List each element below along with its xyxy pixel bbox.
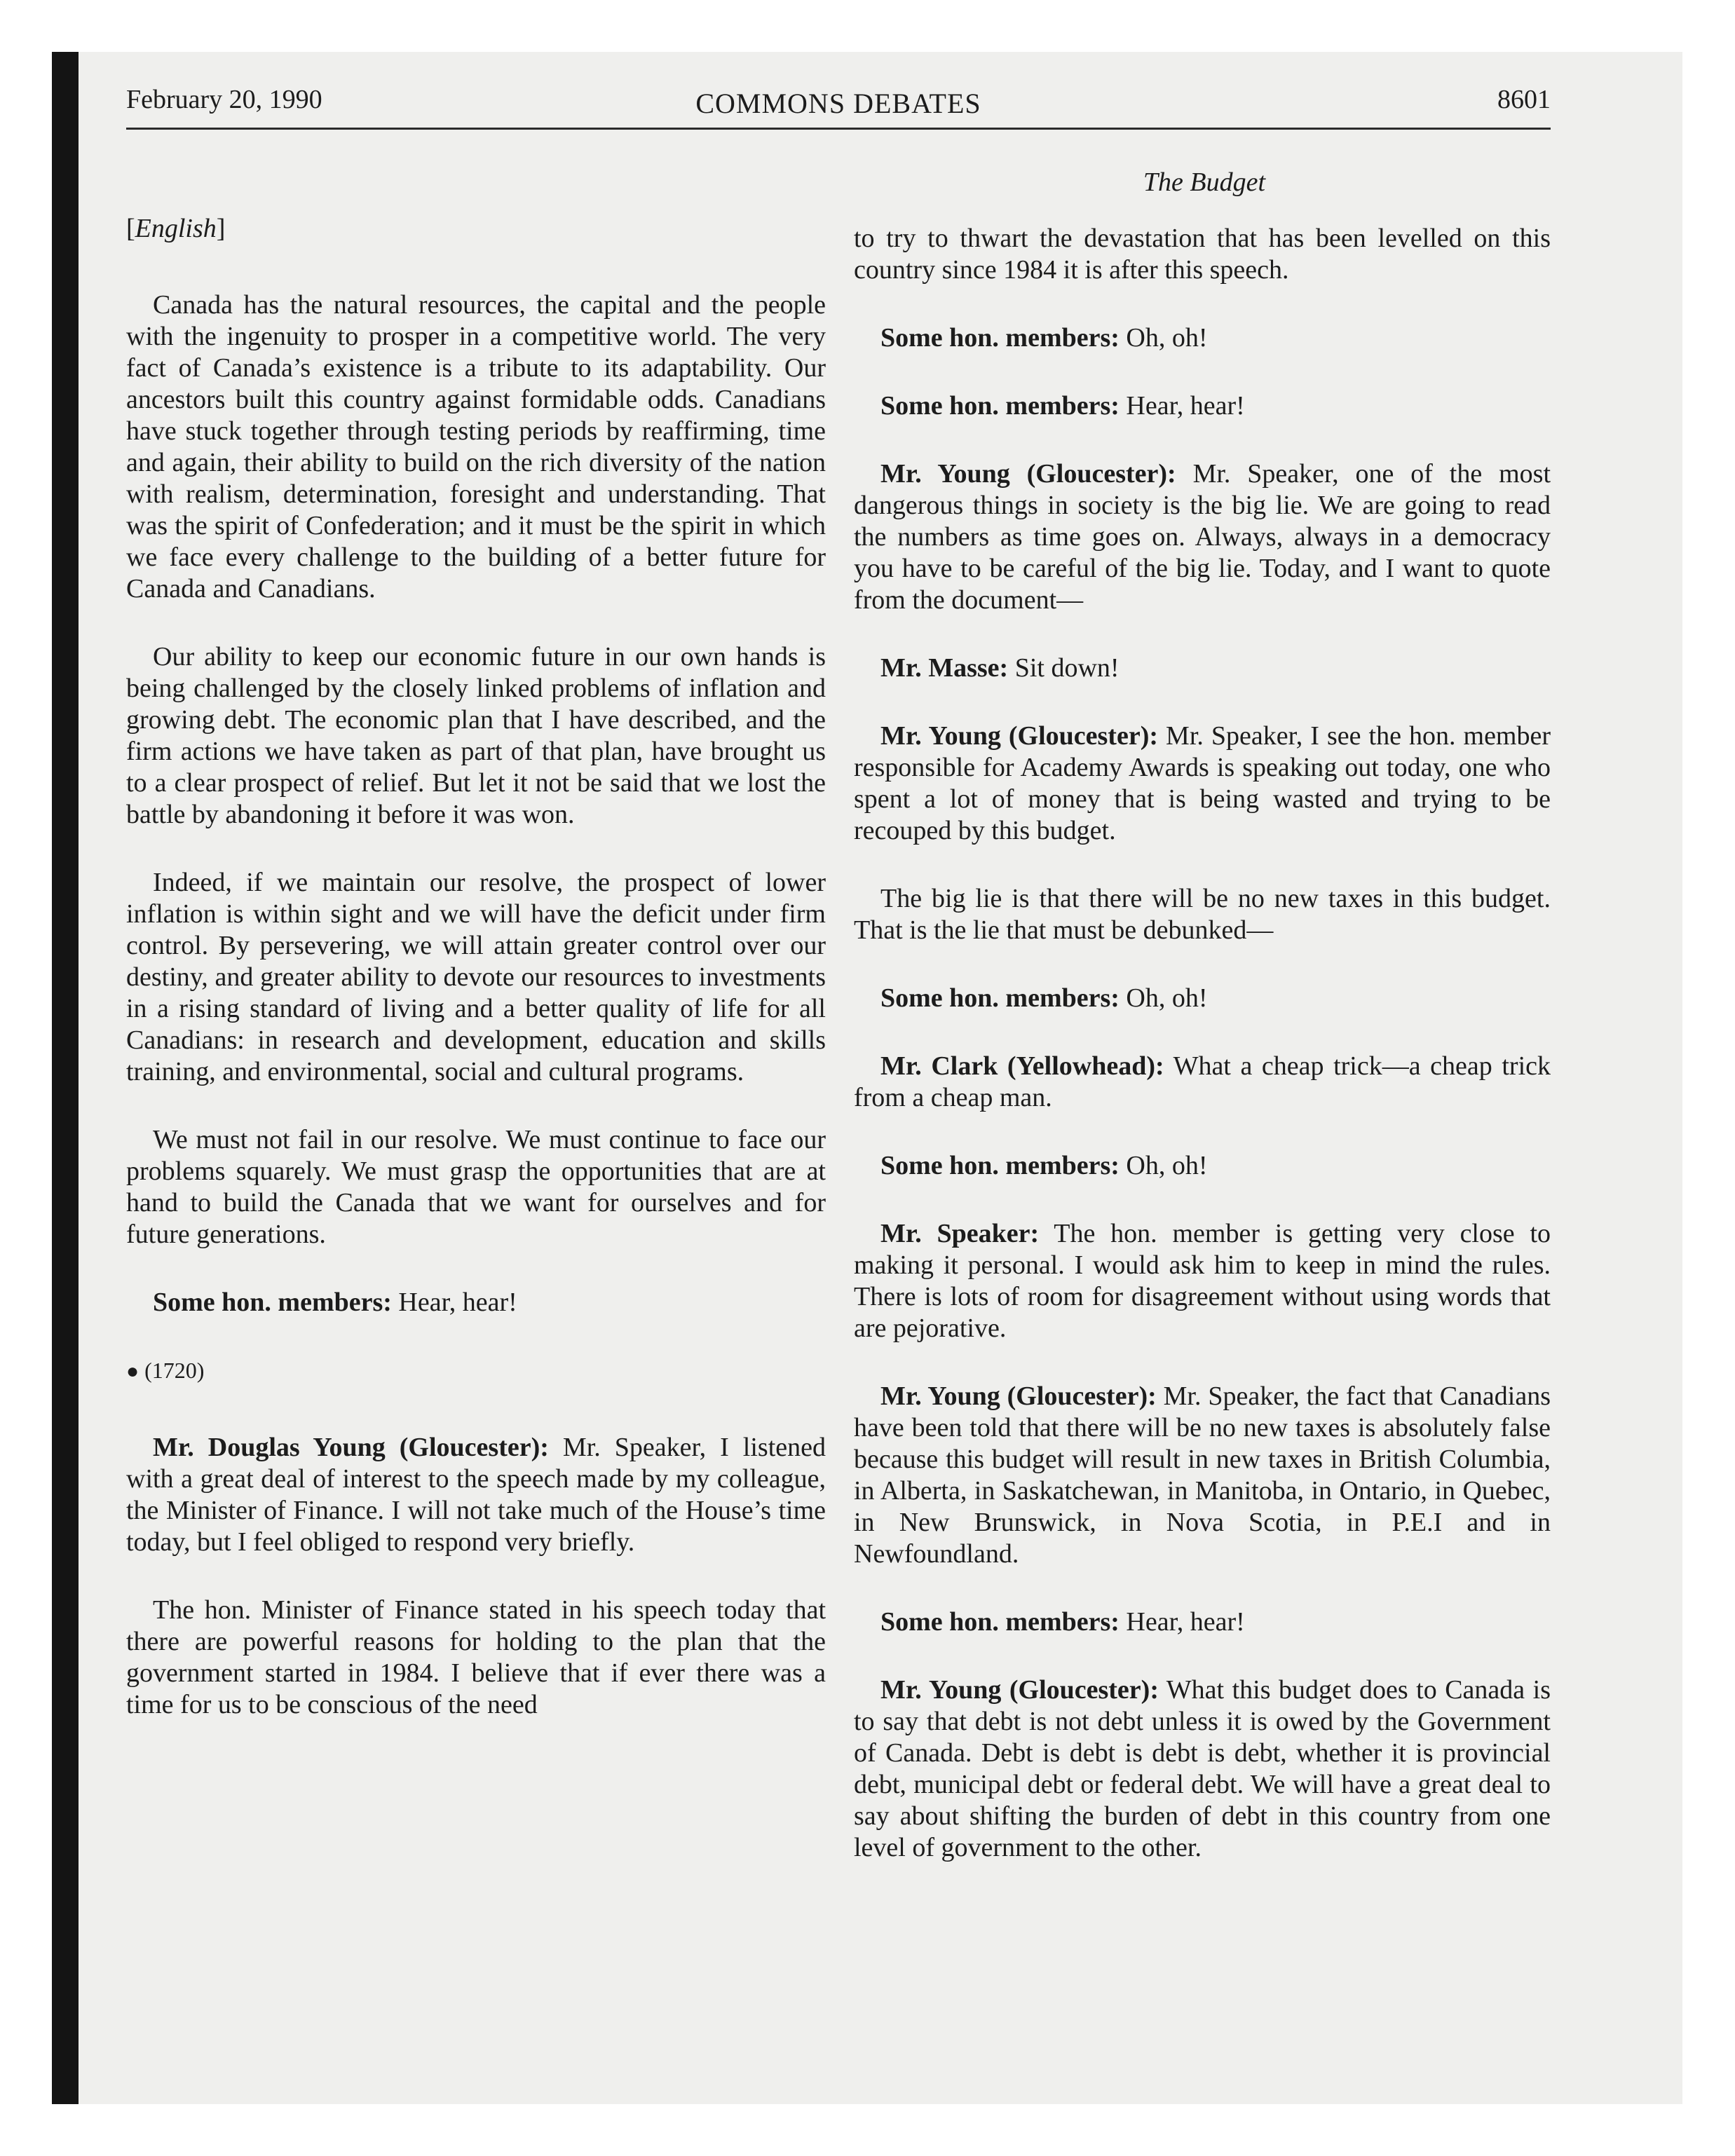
speech-text: Oh, oh! — [1119, 983, 1208, 1013]
speaker-name: Mr. Masse: — [880, 653, 1009, 683]
header-page-number: 8601 — [1497, 85, 1551, 114]
speaker-name: Some hon. members: — [880, 323, 1120, 353]
speech-text: Mr. Speaker, I listened with a great deal of interest to the speech made by my colleague, the Minister of Finance. I will not take much of the House’s time today, but I feel obliged to respond very briefly. — [126, 1433, 826, 1557]
speaker-name: Mr. Young (Gloucester): — [880, 1381, 1157, 1411]
interjection — [126, 1287, 826, 1318]
paragraph: Canada has the natural resources, the capital and the people with the ingenuity to prosper in a competitive world. The very fact of Canada’s existence is a tribute to its adaptability. Our ancestors built this country against formidable odds. Canadians have stuck together through testing periods by reaffirming, time and again, their ability to build on the rich diversity of the nation with realism, determination, foresight and understanding. That was the spirit of Confederation; and it must be the spirit in which we face every challenge to the building of a better future for Canada and Canadians. — [126, 290, 826, 603]
speaker-name: Some hon. members: — [153, 1288, 392, 1317]
right-column — [854, 223, 1551, 1900]
speaker-name: Mr. Speaker: — [880, 1219, 1040, 1248]
paragraph: We must not fail in our resolve. We must continue to face our problems squarely. We must grasp the opportunities that are at hand to build the Canada that we want for ourselves and for future generations. — [126, 1125, 826, 1249]
language-marker-text: English — [135, 214, 217, 243]
speaker-name: Mr. Douglas Young (Gloucester): — [153, 1433, 549, 1462]
running-header — [126, 84, 1551, 133]
interjection — [854, 983, 1551, 1014]
speech — [854, 1051, 1551, 1114]
speaker-name: Some hon. members: — [880, 1607, 1120, 1637]
speaker-name: Mr. Clark (Yellowhead): — [880, 1051, 1164, 1081]
speech — [126, 1432, 826, 1558]
paragraph: Our ability to keep our economic future in our own hands is being challenged by the closely linked problems of inflation and growing debt. The economic plan that I have described, and the firm actions we have taken as part of that plan, have brought us to a clear prospect of relief. But let it not be said that we lost the battle by abandoning it before it was won. — [126, 642, 826, 829]
speech-text: What this budget does to Canada is to say that debt is not debt unless it is owed by the Government of Canada. Debt is debt is debt is debt, whether it is provincial debt, municipal debt or federal debt. We will have a great deal to say about shifting the burden of debt in this country from one level of government to the other. — [854, 1675, 1551, 1862]
speech — [854, 1218, 1551, 1344]
speech-text: Mr. Speaker, I see the hon. member responsible for Academy Awards is speaking out today, one who spent a lot of money that is being wasted and trying to be recouped by this budget. — [854, 721, 1551, 845]
header-date: February 20, 1990 — [126, 85, 322, 114]
interjection — [854, 1606, 1551, 1638]
speech — [854, 1674, 1551, 1864]
left-column — [126, 213, 826, 1757]
paragraph: The hon. Minister of Finance stated in his speech today that there are powerful reasons for holding to the plan that the government started in 1984. I believe that if ever there was a time for us to be conscious of the need — [126, 1595, 826, 1719]
speaker-name: Some hon. members: — [880, 983, 1120, 1013]
speaker-name: Mr. Young (Gloucester): — [880, 721, 1159, 751]
bullet-icon: ● — [126, 1360, 140, 1383]
speech-text: Oh, oh! — [1119, 323, 1208, 353]
speech-text: Oh, oh! — [1119, 1151, 1208, 1180]
header-publication-title: COMMONS DEBATES — [695, 88, 981, 119]
speech-text: Hear, hear! — [391, 1288, 517, 1317]
binding-edge — [52, 52, 79, 2104]
speaker-name: Some hon. members: — [880, 1151, 1120, 1180]
speech-text: Sit down! — [1008, 653, 1120, 683]
section-title: The Budget — [1143, 168, 1266, 197]
speech-text: The hon. member is getting very close to making it personal. I would ask him to keep in mind the rules. There is lots of room for disagreement without using words that are pejorative. — [854, 1219, 1551, 1343]
time-marker-text: (1720) — [144, 1358, 205, 1383]
speech — [854, 458, 1551, 616]
speech-text: The big lie is that there will be no new taxes in this budget. That is the lie that must be debunked— — [854, 884, 1551, 945]
speaker-name: Mr. Young (Gloucester): — [880, 459, 1176, 489]
speech-text: Mr. Speaker, one of the most dangerous things in society is the big lie. We are going to read the numbers as time goes on. Always, always in a democracy you have to be careful of the big lie. Today, and I want to quote from the document— — [854, 459, 1551, 615]
speech-text: Mr. Speaker, the fact that Canadians have been told that there will be no new taxes is absolutely false because this budget will result in new taxes in British Columbia, in Alberta, in Saskatchewan, in Manitoba, in Ontario, in Quebec, in New Brunswick, in Nova Scotia, in P.E.I and in Newfoundland. — [854, 1381, 1551, 1569]
header-rule — [126, 128, 1551, 130]
interjection — [854, 322, 1551, 354]
interjection — [854, 653, 1551, 684]
speech — [854, 1381, 1551, 1570]
speaker-name: Mr. Young (Gloucester): — [880, 1675, 1159, 1705]
continued-paragraph: to try to thwart the devastation that has been levelled on this country since 1984 it is after this speech. — [854, 224, 1551, 285]
speech-text: Hear, hear! — [1119, 1607, 1245, 1637]
paragraph — [854, 883, 1551, 946]
language-marker: [English] — [126, 214, 226, 243]
time-marker — [126, 1355, 826, 1387]
speech-text: Hear, hear! — [1119, 391, 1245, 421]
interjection — [854, 1150, 1551, 1182]
speaker-name: Some hon. members: — [880, 391, 1120, 421]
paragraph: Indeed, if we maintain our resolve, the prospect of lower inflation is within sight and we will have the deficit under firm control. By persevering, we will attain greater control over our destiny, and greater ability to devote our resources to investments in a rising standard of living and a better quality of life for all Canadians: in research and development, education and skills training, and environmental, social and cultural programs. — [126, 868, 826, 1086]
speech — [854, 721, 1551, 847]
speech-text: What a cheap trick—a cheap trick from a cheap man. — [854, 1051, 1551, 1112]
interjection — [854, 390, 1551, 422]
